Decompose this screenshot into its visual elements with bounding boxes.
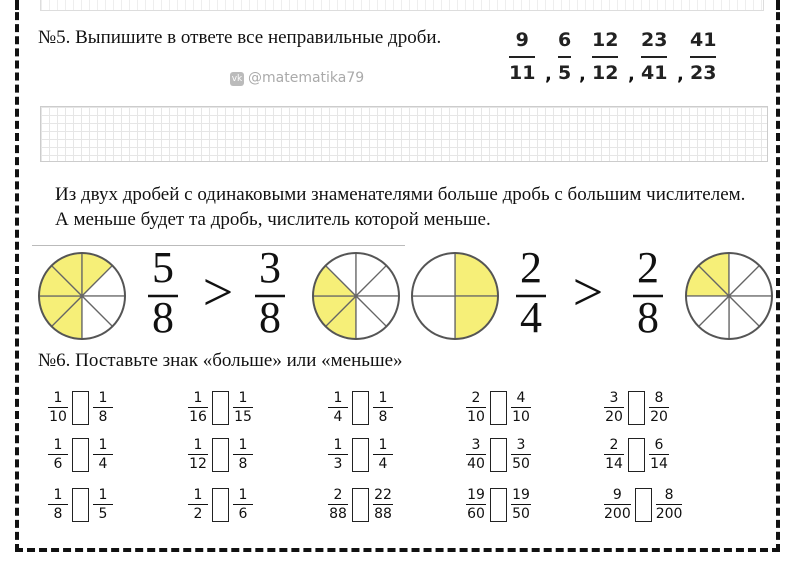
denominator: 6 — [53, 456, 63, 472]
fraction — [188, 487, 208, 522]
denominator: 4 — [333, 409, 343, 425]
denominator: 16 — [189, 409, 207, 425]
comparison-item — [328, 487, 393, 522]
numerator: 2 — [471, 390, 481, 406]
fraction — [604, 487, 631, 522]
denominator: 14 — [650, 456, 668, 472]
answer-box[interactable] — [490, 391, 507, 425]
fraction — [511, 437, 531, 472]
numerator: 23 — [641, 29, 668, 51]
denominator: 12 — [592, 62, 619, 84]
fraction — [328, 487, 348, 522]
answer-box[interactable] — [628, 438, 645, 472]
numerator: 1 — [333, 437, 343, 453]
comparison-item — [604, 437, 669, 472]
numerator: 1 — [98, 390, 108, 406]
numerator: 41 — [690, 29, 717, 51]
task5-fraction — [641, 29, 667, 84]
fraction — [93, 390, 113, 425]
task5-fraction — [558, 29, 571, 84]
denominator: 50 — [512, 506, 530, 522]
fraction — [604, 437, 624, 472]
fraction — [233, 390, 253, 425]
numerator: 1 — [53, 487, 63, 503]
denominator: 41 — [641, 62, 668, 84]
circle-2-quarters — [412, 253, 498, 339]
answer-box[interactable] — [635, 488, 652, 522]
denominator: 88 — [329, 506, 347, 522]
fraction — [656, 487, 683, 522]
fraction — [328, 390, 348, 425]
numerator: 6 — [558, 29, 572, 51]
fraction-illustration — [0, 248, 795, 343]
denominator: 40 — [467, 456, 485, 472]
denominator: 8 — [238, 456, 248, 472]
fraction — [649, 390, 669, 425]
denominator: 23 — [690, 62, 717, 84]
denominator: 10 — [467, 409, 485, 425]
numerator: 1 — [378, 390, 388, 406]
numerator: 3 — [609, 390, 619, 406]
answer-box[interactable] — [352, 488, 369, 522]
divider — [32, 245, 405, 246]
fraction — [466, 390, 486, 425]
numerator: 2 — [637, 248, 659, 292]
numerator: 1 — [238, 437, 248, 453]
fraction — [48, 437, 68, 472]
denominator: 11 — [509, 62, 536, 84]
comparison-item — [466, 390, 531, 425]
answer-box[interactable] — [212, 488, 229, 522]
answer-box[interactable] — [490, 488, 507, 522]
numerator: 3 — [471, 437, 481, 453]
numerator: 1 — [378, 437, 388, 453]
comparison-item — [188, 437, 253, 472]
fraction — [466, 437, 486, 472]
numerator: 6 — [654, 437, 664, 453]
denominator: 4 — [520, 293, 542, 342]
comparison-sign: > — [572, 262, 604, 322]
watermark — [230, 70, 364, 86]
fraction — [511, 390, 531, 425]
denominator: 200 — [655, 506, 683, 522]
numerator: 19 — [467, 487, 485, 503]
comparison-item — [328, 437, 393, 472]
circle-3-eighths — [313, 253, 399, 339]
watermark-text: @matematika79 — [248, 70, 365, 86]
comparison-item — [48, 437, 113, 472]
denominator: 8 — [53, 506, 63, 522]
denominator: 5 — [98, 506, 108, 522]
denominator: 4 — [98, 456, 108, 472]
answer-box[interactable] — [352, 438, 369, 472]
numerator: 2 — [520, 248, 542, 292]
fraction — [373, 487, 393, 522]
task5-label: №5. Выпишите в ответе все неправильные дроби. — [38, 27, 442, 48]
fraction — [188, 437, 208, 472]
denominator: 8 — [259, 293, 281, 342]
task6-label: №6. Поставьте знак «больше» или «меньше» — [38, 350, 403, 371]
task5-fraction — [690, 29, 716, 84]
comparison-item — [48, 390, 113, 425]
denominator: 20 — [605, 409, 623, 425]
numerator: 1 — [333, 390, 343, 406]
numerator: 9 — [515, 29, 529, 51]
numerator: 1 — [193, 390, 203, 406]
comparison-item — [604, 487, 682, 522]
numerator: 19 — [512, 487, 530, 503]
numerator: 4 — [516, 390, 526, 406]
denominator: 14 — [605, 456, 623, 472]
fraction — [93, 437, 113, 472]
numerator: 1 — [238, 487, 248, 503]
comparison-item — [48, 487, 113, 522]
circle-5-eighths — [39, 253, 125, 339]
fraction — [233, 437, 253, 472]
denominator: 15 — [234, 409, 252, 425]
numerator: 2 — [609, 437, 619, 453]
numerator: 5 — [152, 248, 174, 292]
denominator: 50 — [512, 456, 530, 472]
fraction — [373, 390, 393, 425]
numerator: 1 — [53, 437, 63, 453]
answer-box[interactable] — [212, 391, 229, 425]
answer-box[interactable] — [212, 438, 229, 472]
fraction — [48, 487, 68, 522]
task5-fraction — [509, 29, 535, 84]
numerator: 1 — [238, 390, 248, 406]
denominator: 4 — [378, 456, 388, 472]
answer-box[interactable] — [72, 488, 89, 522]
rule-text: Из двух дробей с одинаковыми знаменателями больше дробь с большим числителем. А меньше будет та дробь, числитель которой меньше. — [55, 184, 746, 230]
fraction — [233, 487, 253, 522]
task5-fraction — [592, 29, 618, 84]
answer-box[interactable] — [352, 391, 369, 425]
denominator: 12 — [189, 456, 207, 472]
answer-box[interactable] — [72, 391, 89, 425]
numerator: 3 — [516, 437, 526, 453]
denominator: 8 — [152, 293, 174, 342]
fraction — [649, 437, 669, 472]
fraction — [93, 487, 113, 522]
answer-box[interactable] — [72, 438, 89, 472]
comparison-item — [328, 390, 393, 425]
numerator: 2 — [333, 487, 343, 503]
denominator: 6 — [238, 506, 248, 522]
answer-box[interactable] — [628, 391, 645, 425]
numerator: 9 — [612, 487, 622, 503]
denominator: 8 — [378, 409, 388, 425]
comparison-item — [188, 487, 253, 522]
comparison-sign: > — [202, 262, 234, 322]
denominator: 3 — [333, 456, 343, 472]
answer-box[interactable] — [490, 438, 507, 472]
numerator: 1 — [98, 437, 108, 453]
denominator: 10 — [49, 409, 67, 425]
denominator: 88 — [374, 506, 392, 522]
comparison-item — [466, 487, 531, 522]
fraction — [466, 487, 486, 522]
denominator: 8 — [637, 293, 659, 342]
denominator: 10 — [512, 409, 530, 425]
fraction — [328, 437, 348, 472]
numerator: 1 — [53, 390, 63, 406]
fraction — [188, 390, 208, 425]
denominator: 2 — [193, 506, 203, 522]
numerator: 1 — [98, 487, 108, 503]
denominator: 200 — [604, 506, 631, 522]
numerator: 8 — [654, 390, 664, 406]
fraction — [604, 390, 624, 425]
numerator: 3 — [259, 248, 281, 292]
numerator: 1 — [193, 437, 203, 453]
comparison-item — [466, 437, 531, 472]
answer-grid[interactable] — [40, 106, 768, 162]
fraction — [511, 487, 531, 522]
circle-2-eighths — [686, 253, 772, 339]
denominator: 8 — [98, 409, 108, 425]
denominator: 20 — [650, 409, 668, 425]
comparison-item — [604, 390, 669, 425]
vk-icon: vk — [231, 74, 243, 84]
denominator: 60 — [467, 506, 485, 522]
fraction — [373, 437, 393, 472]
denominator: 5 — [558, 62, 572, 84]
comparison-item — [188, 390, 253, 425]
numerator: 8 — [664, 487, 674, 503]
numerator: 22 — [374, 487, 392, 503]
fraction — [48, 390, 68, 425]
numerator: 12 — [592, 29, 619, 51]
numerator: 1 — [193, 487, 203, 503]
